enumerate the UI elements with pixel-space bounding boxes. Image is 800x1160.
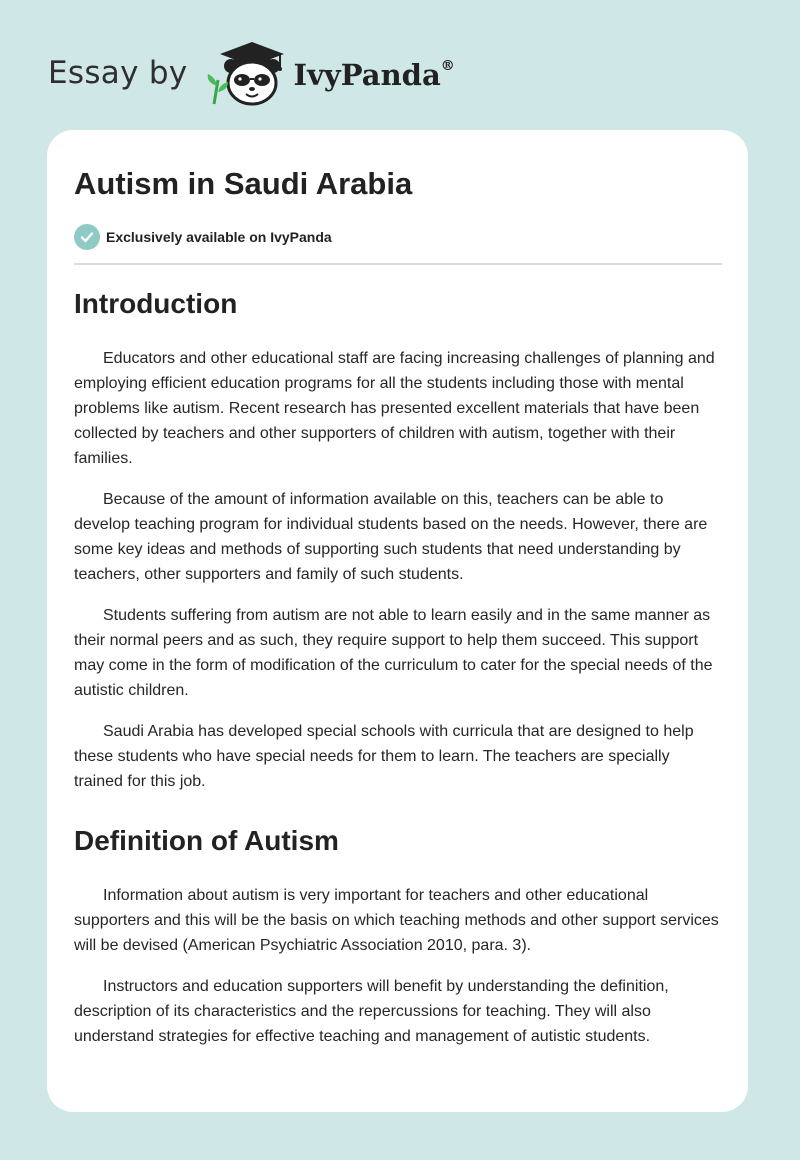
exclusive-badge-text: Exclusively available on IvyPanda: [106, 228, 332, 245]
paragraph: Saudi Arabia has developed special schools with curricula that are designed to help these students who have special needs for them to learn. The teachers are specially trained for this job.: [74, 723, 694, 790]
panda-graduate-icon[interactable]: [200, 38, 292, 108]
exclusive-badge: [74, 223, 722, 250]
page-title: Autism in Saudi Arabia: [74, 166, 413, 201]
registered-mark: ®: [440, 58, 455, 75]
check-circle-icon: [74, 224, 100, 250]
essay-by-label: Essay by: [48, 55, 188, 91]
paragraph: Information about autism is very important for teachers and other educational supporters and this will be the basis on which teaching methods and other support services will be devised (American Psychiatric Association 2010, para. 3).: [74, 887, 719, 954]
section-introduction: [74, 285, 722, 794]
site-header: [48, 38, 455, 108]
essay-card: [47, 130, 748, 1112]
title-divider: [74, 263, 722, 265]
paragraph: Educators and other educational staff are facing increasing challenges of planning and employing efficient education programs for all the students including those with mental problems like autism. Recent research has presented excellent materials that have been collected by teachers and other supporters of children with autism, together with their families.: [74, 350, 715, 467]
paragraph: Because of the amount of information available on this, teachers can be able to develop teaching program for individual students based on the needs. However, there are some key ideas and methods of supporting such students that need understanding by teachers, other supporters and family of such students.: [74, 491, 708, 583]
section-definition-of-autism: [74, 822, 722, 1049]
brand-text: IvyPanda: [293, 58, 441, 92]
section-heading: Definition of Autism: [74, 825, 339, 856]
paragraph: Instructors and education supporters will benefit by understanding the definition, description of its characteristics and the repercussions for teaching. They will also understand strategies for effective teaching and management of autistic students.: [74, 978, 669, 1045]
section-heading: Introduction: [74, 288, 238, 319]
paragraph: Students suffering from autism are not able to learn easily and in the same manner as their normal peers and as such, they require support to help them succeed. This support may come in the form of modification of the curriculum to cater for the special needs of the autistic children.: [74, 607, 713, 699]
brand-name[interactable]: [294, 58, 455, 92]
